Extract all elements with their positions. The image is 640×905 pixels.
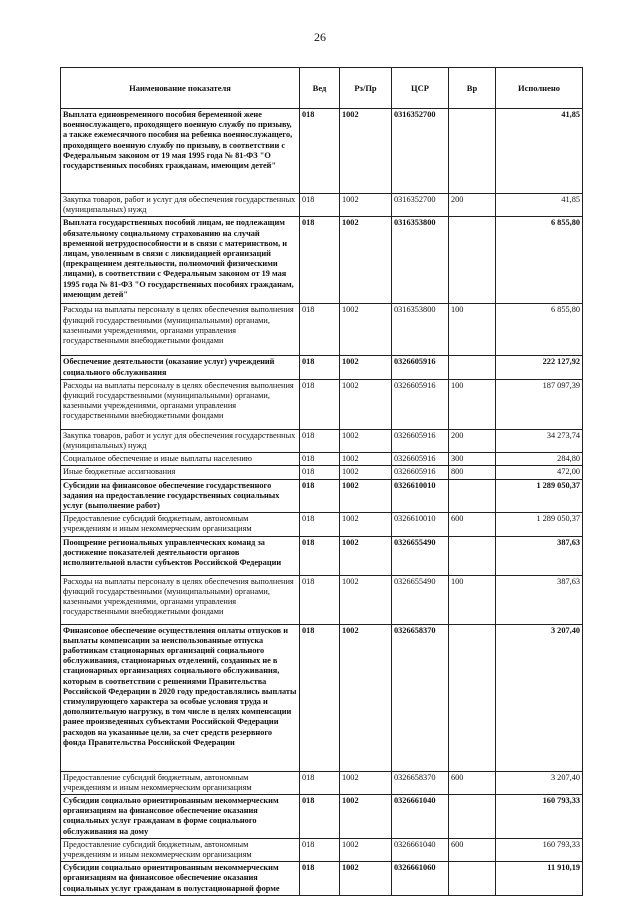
- cell-rzpr: 1002: [340, 429, 392, 452]
- cell-rzpr: 1002: [340, 624, 392, 771]
- header-executed: Исполнено: [496, 68, 583, 109]
- cell-executed: 1 289 050,37: [496, 479, 583, 513]
- cell-vr: 600: [449, 771, 496, 794]
- cell-indicator-name: Предоставление субсидий бюджетным, автономным учреждениям и иным некоммерческим организациям: [61, 771, 300, 794]
- cell-rzpr: 1002: [340, 304, 392, 356]
- cell-vr: 600: [449, 838, 496, 861]
- cell-indicator-name: Предоставление субсидий бюджетным, автономным учреждениям и иным некоммерческим организациям: [61, 513, 300, 536]
- cell-ved: 018: [300, 862, 340, 896]
- cell-csr: 0326655490: [392, 536, 449, 575]
- cell-executed: 472,00: [496, 466, 583, 479]
- cell-executed: 160 793,33: [496, 795, 583, 839]
- header-vr: Вр: [449, 68, 496, 109]
- cell-executed: 41,85: [496, 194, 583, 217]
- cell-rzpr: 1002: [340, 453, 392, 466]
- header-ved: Вед: [300, 68, 340, 109]
- cell-indicator-name: Предоставление субсидий бюджетным, автономным учреждениям и иным некоммерческим организациям: [61, 838, 300, 861]
- cell-indicator-name: Социальное обеспечение и иные выплаты населению: [61, 453, 300, 466]
- cell-csr: 0316352700: [392, 194, 449, 217]
- cell-rzpr: 1002: [340, 466, 392, 479]
- cell-ved: 018: [300, 513, 340, 536]
- cell-ved: 018: [300, 624, 340, 771]
- cell-vr: 300: [449, 453, 496, 466]
- budget-table-container: [60, 67, 582, 896]
- table-row: [61, 575, 583, 624]
- cell-executed: 187 097,39: [496, 379, 583, 429]
- cell-vr: 600: [449, 513, 496, 536]
- cell-ved: 018: [300, 304, 340, 356]
- cell-rzpr: 1002: [340, 356, 392, 379]
- cell-indicator-name: Закупка товаров, работ и услуг для обеспечения государственных (муниципальных) нужд: [61, 194, 300, 217]
- table-row: [61, 109, 583, 194]
- cell-rzpr: 1002: [340, 513, 392, 536]
- cell-vr: [449, 862, 496, 896]
- table-row: [61, 536, 583, 575]
- cell-ved: 018: [300, 379, 340, 429]
- cell-csr: 0316353800: [392, 217, 449, 304]
- cell-ved: 018: [300, 356, 340, 379]
- cell-rzpr: 1002: [340, 575, 392, 624]
- cell-rzpr: 1002: [340, 838, 392, 861]
- cell-ved: 018: [300, 109, 340, 194]
- cell-executed: 284,80: [496, 453, 583, 466]
- cell-indicator-name: Расходы на выплаты персоналу в целях обеспечения выполнения функций государственными (муниципальными) органами, казенными учреждениями, органами управления государственными внебюджетными фондами: [61, 575, 300, 624]
- cell-vr: 200: [449, 429, 496, 452]
- budget-execution-table: [60, 67, 583, 896]
- cell-csr: 0326605916: [392, 429, 449, 452]
- cell-ved: 018: [300, 575, 340, 624]
- cell-ved: 018: [300, 479, 340, 513]
- cell-vr: [449, 109, 496, 194]
- cell-ved: 018: [300, 771, 340, 794]
- cell-executed: 11 910,19: [496, 862, 583, 896]
- cell-ved: 018: [300, 194, 340, 217]
- cell-csr: 0326610010: [392, 479, 449, 513]
- table-row: [61, 771, 583, 794]
- table-row: [61, 513, 583, 536]
- cell-csr: 0326605916: [392, 379, 449, 429]
- cell-csr: 0316352700: [392, 109, 449, 194]
- cell-executed: 222 127,92: [496, 356, 583, 379]
- cell-rzpr: 1002: [340, 536, 392, 575]
- table-row: [61, 453, 583, 466]
- cell-indicator-name: Финансовое обеспечение осуществления оплаты отпусков и выплаты компенсации за неиспользованные отпуска работникам стационарных организаций социального обслуживания, стационарных отделений, созданных не в стационарных организациях социального обслуживания, которым в соответствии с решениями Правительства Российской Федерации в 2020 году предоставлялись выплаты стимулирующего характера за особые условия труда и дополнительную нагрузку, в том числе в целях компенсации ранее произведенных субъектами Российской Федерации расходов на указанные цели, за счет средств резервного фонда Правительства Российской Федерации: [61, 624, 300, 771]
- cell-csr: 0326658370: [392, 624, 449, 771]
- cell-ved: 018: [300, 429, 340, 452]
- cell-executed: 387,63: [496, 536, 583, 575]
- cell-indicator-name: Обеспечение деятельности (оказание услуг) учреждений социального обслуживания: [61, 356, 300, 379]
- table-header-row: [61, 68, 583, 109]
- cell-indicator-name: Субсидии на финансовое обеспечение государственного задания на предоставление государственных социальных услуг (выполнение работ): [61, 479, 300, 513]
- cell-csr: 0326661060: [392, 862, 449, 896]
- cell-indicator-name: Расходы на выплаты персоналу в целях обеспечения выполнения функций государственными (муниципальными) органами, казенными учреждениями, органами управления государственными внебюджетными фондами: [61, 379, 300, 429]
- table-row: [61, 624, 583, 771]
- cell-executed: 6 855,80: [496, 304, 583, 356]
- cell-vr: [449, 624, 496, 771]
- cell-executed: 3 207,40: [496, 624, 583, 771]
- cell-csr: 0326610010: [392, 513, 449, 536]
- cell-executed: 160 793,33: [496, 838, 583, 861]
- cell-csr: 0326605916: [392, 466, 449, 479]
- cell-vr: 800: [449, 466, 496, 479]
- cell-ved: 018: [300, 466, 340, 479]
- cell-rzpr: 1002: [340, 379, 392, 429]
- cell-rzpr: 1002: [340, 862, 392, 896]
- cell-executed: 387,63: [496, 575, 583, 624]
- cell-vr: 100: [449, 575, 496, 624]
- cell-ved: 018: [300, 838, 340, 861]
- cell-vr: [449, 536, 496, 575]
- cell-ved: 018: [300, 795, 340, 839]
- cell-vr: 100: [449, 379, 496, 429]
- cell-indicator-name: Выплата единовременного пособия беременной жене военнослужащего, проходящего военную службу по призыву, а также ежемесячного пособия на ребенка военнослужащего, проходящего военную службу по призыву, в соответствии с Федеральным законом от 19 мая 1995 года № 81-ФЗ "О государственных пособиях гражданам, имеющим детей": [61, 109, 300, 194]
- cell-csr: 0326605916: [392, 453, 449, 466]
- table-row: [61, 379, 583, 429]
- table-row: [61, 429, 583, 452]
- cell-vr: [449, 217, 496, 304]
- cell-vr: 100: [449, 304, 496, 356]
- cell-vr: 200: [449, 194, 496, 217]
- cell-ved: 018: [300, 217, 340, 304]
- cell-csr: 0326605916: [392, 356, 449, 379]
- cell-vr: [449, 479, 496, 513]
- cell-indicator-name: Расходы на выплаты персоналу в целях обеспечения выполнения функций государственными (муниципальными) органами, казенными учреждениями, органами управления государственными внебюджетными фондами: [61, 304, 300, 356]
- cell-indicator-name: Выплата государственных пособий лицам, не подлежащим обязательному социальному страхованию на случай временной нетрудоспособности и в связи с материнством, и лицам, уволенным в связи с ликвидацией организаций (прекращением деятельности, полномочий физическими лицами), в соответствии с Федеральным законом от 19 мая 1995 года № 81-ФЗ "О государственных пособиях гражданам, имеющим детей": [61, 217, 300, 304]
- cell-executed: 41,85: [496, 109, 583, 194]
- table-row: [61, 356, 583, 379]
- cell-rzpr: 1002: [340, 217, 392, 304]
- cell-indicator-name: Поощрение региональных управленческих команд за достижение показателей деятельности органов исполнительной власти субъектов Российской Федерации: [61, 536, 300, 575]
- cell-executed: 34 273,74: [496, 429, 583, 452]
- cell-csr: 0316353800: [392, 304, 449, 356]
- cell-indicator-name: Иные бюджетные ассигнования: [61, 466, 300, 479]
- page-number: 26: [314, 30, 326, 44]
- cell-csr: 0326661040: [392, 795, 449, 839]
- table-row: [61, 862, 583, 896]
- cell-executed: 1 289 050,37: [496, 513, 583, 536]
- cell-vr: [449, 795, 496, 839]
- cell-executed: 6 855,80: [496, 217, 583, 304]
- cell-csr: 0326655490: [392, 575, 449, 624]
- cell-rzpr: 1002: [340, 771, 392, 794]
- table-row: [61, 479, 583, 513]
- cell-vr: [449, 356, 496, 379]
- cell-rzpr: 1002: [340, 795, 392, 839]
- header-indicator-name: Наименование показателя: [61, 68, 300, 109]
- cell-rzpr: 1002: [340, 194, 392, 217]
- cell-ved: 018: [300, 453, 340, 466]
- cell-executed: 3 207,40: [496, 771, 583, 794]
- table-row: [61, 466, 583, 479]
- table-row: [61, 217, 583, 304]
- table-row: [61, 194, 583, 217]
- table-row: [61, 795, 583, 839]
- table-row: [61, 304, 583, 356]
- cell-indicator-name: Субсидии социально ориентированным некоммерческим организациям на финансовое обеспечение оказания социальных услуг гражданам в форме социального обслуживания на дому: [61, 795, 300, 839]
- cell-csr: 0326661040: [392, 838, 449, 861]
- cell-indicator-name: Субсидии социально ориентированным некоммерческим организациям на финансовое обеспечение оказания социальных услуг гражданам в полустационарной форме: [61, 862, 300, 896]
- header-rzpr: Рз/Пр: [340, 68, 392, 109]
- header-csr: ЦСР: [392, 68, 449, 109]
- cell-rzpr: 1002: [340, 109, 392, 194]
- table-row: [61, 838, 583, 861]
- cell-ved: 018: [300, 536, 340, 575]
- cell-rzpr: 1002: [340, 479, 392, 513]
- cell-indicator-name: Закупка товаров, работ и услуг для обеспечения государственных (муниципальных) нужд: [61, 429, 300, 452]
- cell-csr: 0326658370: [392, 771, 449, 794]
